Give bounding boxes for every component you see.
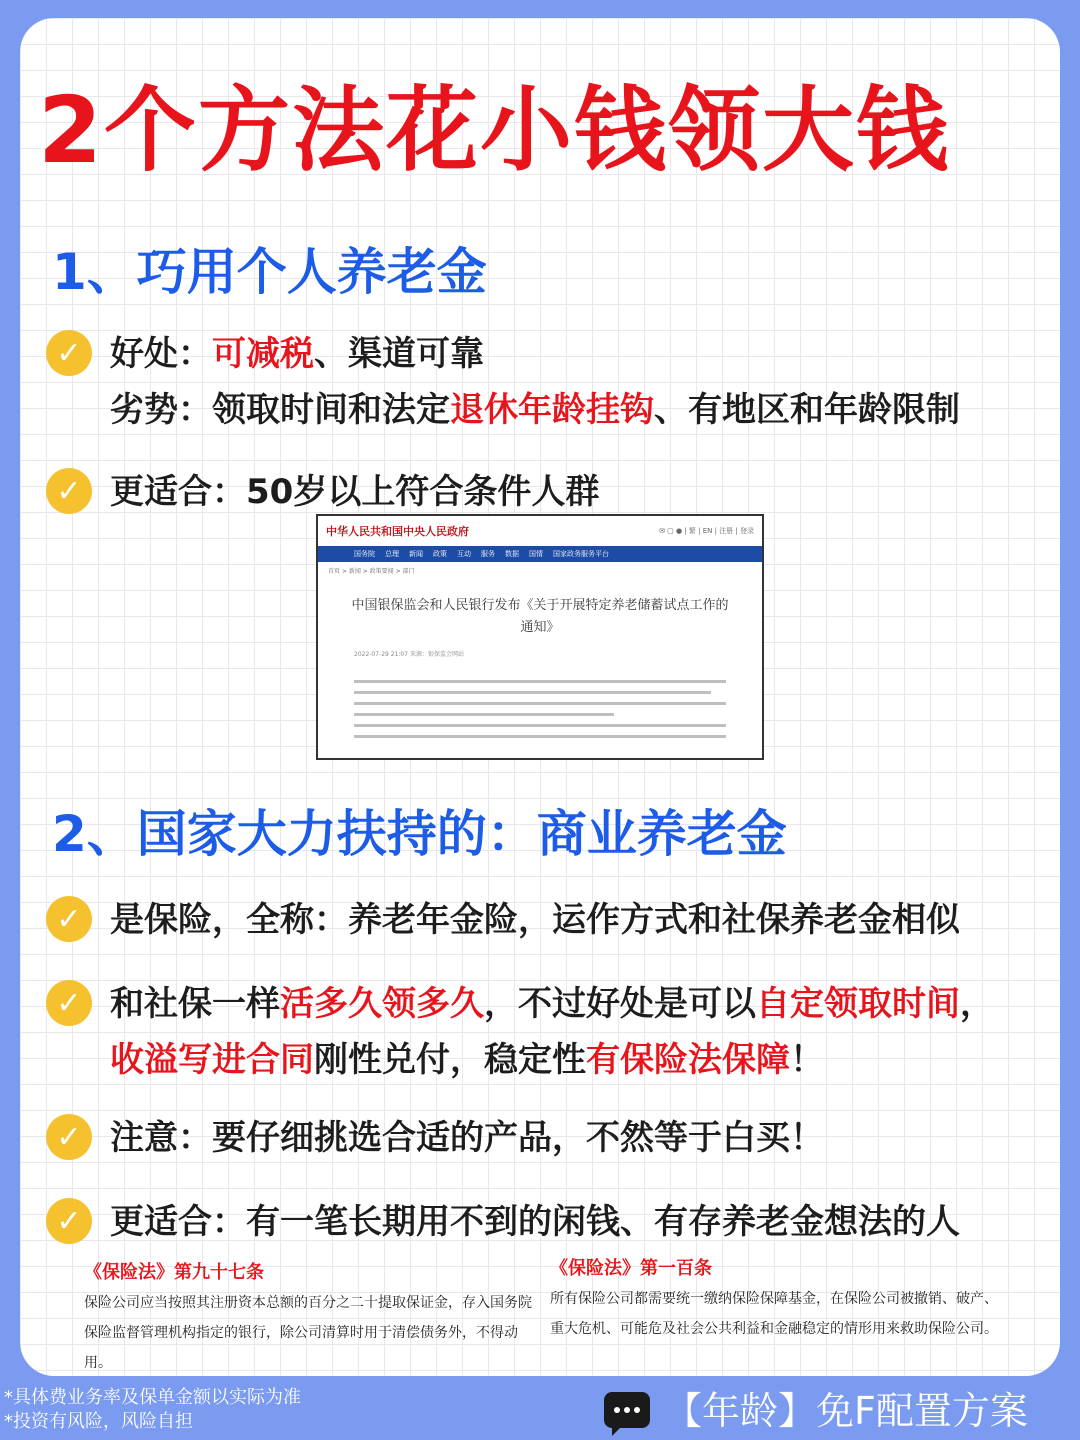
notice-text: 注意：要仔细挑选合适的产品，不然等于白买！ — [110, 1118, 824, 1158]
pros-cons-text — [110, 326, 960, 438]
cons-label: 劣势：领取时间和法定 — [110, 390, 450, 430]
chat-bubble-icon[interactable] — [604, 1392, 650, 1428]
gov-article-title: 中国银保监会和人民银行发布《关于开展特定养老储蓄试点工作的通知》 — [351, 598, 729, 635]
check-icon: ✓ — [46, 468, 92, 514]
consult-cta[interactable]: 【年龄】免F配置方案 — [664, 1389, 1028, 1433]
law-97-title: 《保险法》第九十七条 — [84, 1262, 264, 1283]
footnote-risk: *投资有风险，风险自担 — [4, 1411, 193, 1432]
gov-nav-item: 互动 — [457, 550, 471, 558]
law-100-title: 《保险法》第一百条 — [550, 1258, 712, 1279]
pros-label: 好处： — [110, 334, 212, 374]
gov-nav-item: 国情 — [529, 550, 543, 558]
gov-breadcrumb: 首页 > 新闻 > 政策要闻 > 部门 — [328, 568, 415, 575]
check-icon: ✓ — [46, 896, 92, 942]
benefit-seg: 和社保一样 — [110, 984, 280, 1024]
gov-article-body — [318, 668, 762, 738]
law-100 — [550, 1254, 1010, 1344]
pros-highlight: 可减税 — [212, 334, 314, 374]
cons-rest: 、有地区和年龄限制 — [654, 390, 960, 430]
section2-item-benefits — [46, 976, 1020, 1088]
gov-site-name: 中华人民共和国中央人民政府 — [326, 525, 469, 538]
law-97-body: 保险公司应当按照其注册资本总额的百分之二十提取保证金，存入国务院保险监督管理机构指定的银行，除公司清算时用于清偿债务外，不得动用。 — [84, 1295, 532, 1371]
law-100-body: 所有保险公司都需要统一缴纳保险保障基金，在保险公司被撤销、破产、重大危机、可能危及社会公共利益和金融稳定的情形用来救助保险公司。 — [550, 1291, 998, 1337]
section1-heading: 1、巧用个人养老金 — [52, 243, 487, 301]
gov-nav-item: 新闻 — [409, 550, 423, 558]
benefit-highlight: 有保险法保障 — [586, 1040, 790, 1080]
suitable2-text: 更适合：有一笔长期用不到的闲钱、有存养老金想法的人 — [110, 1202, 960, 1242]
type-text: 是保险，全称：养老年金险，运作方式和社保养老金相似 — [110, 900, 960, 940]
content-card — [20, 18, 1060, 1376]
benefit-seg: 刚性兑付，稳定性 — [314, 1040, 586, 1080]
benefit-seg: ，不过好处是可以 — [484, 984, 756, 1024]
section2-item-type — [46, 892, 1020, 948]
gov-nav-item: 总理 — [385, 550, 399, 558]
suitable-text: 更适合：50岁以上符合条件人群 — [110, 472, 600, 512]
benefit-highlight: 收溢写进合同 — [110, 1040, 314, 1080]
gov-nav-item: 国务院 — [354, 550, 375, 558]
gov-header — [318, 516, 762, 546]
gov-nav-item: 国家政务服务平台 — [553, 550, 609, 558]
benefit-seg: ！ — [790, 1040, 824, 1080]
pros-rest: 、渠道可靠 — [314, 334, 484, 374]
law-97 — [84, 1258, 534, 1376]
gov-nav-item: 服务 — [481, 550, 495, 558]
section2-item-suitable — [46, 1194, 1020, 1250]
section2-heading: 2、国家大力扶持的：商业养老金 — [52, 805, 787, 863]
page-title: 2个方法花小钱领大钱 — [38, 77, 951, 184]
footnote-fees: *具体费业务率及保单金额以实际为准 — [4, 1387, 301, 1408]
gov-nav-item: 数据 — [505, 550, 519, 558]
check-icon: ✓ — [46, 1114, 92, 1160]
check-icon: ✓ — [46, 1198, 92, 1244]
check-icon: ✓ — [46, 980, 92, 1026]
check-icon: ✓ — [46, 330, 92, 376]
benefit-highlight: 自定领取时间 — [756, 984, 960, 1024]
gov-util-links: ✉ ▢ ● | 繁 | EN | 注册 | 登录 — [659, 527, 754, 535]
section1-item-pros-cons — [46, 326, 1020, 438]
benefits-text — [110, 976, 1020, 1088]
gov-article-meta: 2022-07-29 21:07 来源：银保监会网站 — [354, 651, 464, 658]
benefit-seg: ， — [960, 984, 994, 1024]
gov-nav-bar — [318, 546, 762, 562]
benefit-highlight: 活多久领多久 — [280, 984, 484, 1024]
cons-highlight: 退休年龄挂钩 — [450, 390, 654, 430]
section2-item-notice — [46, 1110, 1020, 1166]
section1-item-suitable — [46, 464, 1020, 520]
gov-nav-item: 政策 — [433, 550, 447, 558]
gov-article-screenshot — [316, 514, 764, 760]
